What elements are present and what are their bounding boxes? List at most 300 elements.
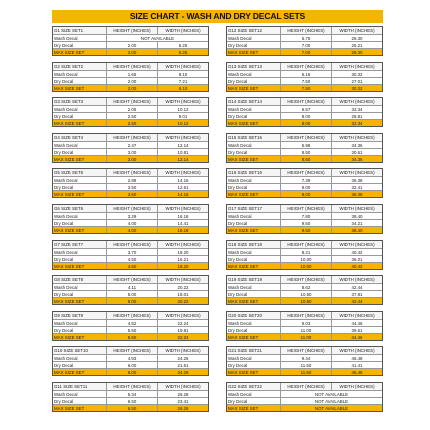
width-value: 42.44 <box>351 299 363 305</box>
height-value: 9.44 <box>281 355 332 361</box>
width-value: 30.32 <box>351 71 363 77</box>
height-value: 10.50 <box>281 298 332 304</box>
width-header: WIDTH (INCHES) <box>339 170 375 176</box>
height-value: 3.50 <box>107 191 158 197</box>
dry-decal-row <box>53 183 208 190</box>
dry-decal-row <box>53 290 208 297</box>
height-value: 9.50 <box>281 220 332 226</box>
wash-decal-row <box>227 319 382 326</box>
table-header-row <box>227 241 382 248</box>
width-value: 32.34 <box>351 107 363 113</box>
wash-decal-row <box>53 141 208 148</box>
dry-decal-row <box>227 361 382 368</box>
width-header: WIDTH (INCHES) <box>165 384 201 389</box>
height-value: 3.00 <box>107 149 158 155</box>
table-header-row <box>227 169 382 176</box>
width-value: 36.38 <box>351 192 363 198</box>
max-size-row <box>53 368 208 375</box>
height-value: 4.00 <box>107 227 158 233</box>
height-header: HEIGHT (INCHES) <box>281 241 332 248</box>
dry-decal-row <box>227 255 382 262</box>
not-available-value: NOT AVAILABLE <box>314 406 349 411</box>
row-label: Wash Decal <box>53 320 107 326</box>
width-value: 30.32 <box>351 85 363 91</box>
max-size-row <box>227 84 382 91</box>
size-set-name: G4 SIZE SET4 <box>53 134 107 141</box>
width-value: 36.01 <box>351 256 363 262</box>
size-set-table <box>52 204 209 234</box>
height-header: HEIGHT (INCHES) <box>107 383 158 390</box>
row-label: Wash Decal <box>53 177 107 183</box>
size-set-table <box>226 168 383 198</box>
width-value: 18.20 <box>177 249 189 255</box>
wash-decal-row <box>227 248 382 255</box>
size-set-name: G17 SIZE SET17 <box>227 205 281 212</box>
row-label: Wash Decal <box>53 249 107 255</box>
height-header: HEIGHT (INCHES) <box>107 169 158 176</box>
row-label: MAX SIZE SET <box>53 85 107 91</box>
table-header-row <box>227 27 382 34</box>
height-header: HEIGHT (INCHES) <box>281 169 332 176</box>
height-value: 7.00 <box>281 42 332 48</box>
size-set-table <box>226 275 383 305</box>
height-value: 10.50 <box>281 291 332 297</box>
table-header-row <box>227 205 382 212</box>
dry-decal-row <box>53 41 208 48</box>
size-set-name: G19 SIZE SET19 <box>227 276 281 283</box>
width-value: 10.81 <box>177 149 189 155</box>
width-value: 8.10 <box>178 85 188 91</box>
table-header-row <box>227 63 382 70</box>
max-size-row <box>53 155 208 162</box>
width-value: 24.26 <box>177 370 189 376</box>
height-value: 2.50 <box>107 113 158 119</box>
wash-decal-row <box>53 105 208 112</box>
height-header: HEIGHT (INCHES) <box>107 27 158 34</box>
width-header: WIDTH (INCHES) <box>339 277 375 283</box>
width-value: 25.21 <box>351 43 363 48</box>
width-value: 46.48 <box>351 356 363 362</box>
row-label: Dry Decal <box>53 398 107 404</box>
wash-decal-row <box>53 283 208 290</box>
height-value: 2.88 <box>107 177 158 183</box>
height-header: HEIGHT (INCHES) <box>107 276 158 283</box>
max-size-row <box>227 297 382 304</box>
height-value: 10.00 <box>281 256 332 262</box>
table-header-row <box>53 276 208 283</box>
height-value: 8.00 <box>281 113 332 119</box>
size-set-name: G2 SIZE SET2 <box>53 63 107 70</box>
height-value: 3.50 <box>107 184 158 190</box>
size-set-name: G15 SIZE SET15 <box>227 134 281 141</box>
width-value: 28.81 <box>351 114 363 120</box>
not-available-value: NOT AVAILABLE <box>314 399 349 404</box>
size-set-name: G11 SIZE SET11 <box>53 383 107 390</box>
width-header: WIDTH (INCHES) <box>339 99 375 105</box>
width-value: 40.42 <box>351 263 363 269</box>
dry-decal-row <box>53 255 208 262</box>
width-header: WIDTH (INCHES) <box>165 241 201 247</box>
row-label: Dry Decal <box>53 78 107 84</box>
row-label: Wash Decal <box>227 320 281 326</box>
wash-decal-row <box>53 248 208 255</box>
size-set-name: G7 SIZE SET7 <box>53 241 107 248</box>
row-label: MAX SIZE SET <box>227 369 281 375</box>
width-value: 34.36 <box>351 156 363 162</box>
width-value: 42.44 <box>351 285 363 291</box>
dry-decal-row <box>53 77 208 84</box>
height-value: 10.00 <box>281 263 332 269</box>
height-header: HEIGHT (INCHES) <box>107 98 158 105</box>
height-header: HEIGHT (INCHES) <box>107 205 158 212</box>
table-header-row <box>227 134 382 141</box>
height-value: 4.50 <box>107 256 158 262</box>
height-value: 4.00 <box>107 220 158 226</box>
row-label: Dry Decal <box>227 220 281 226</box>
width-value: 34.21 <box>351 221 363 226</box>
width-header: WIDTH (INCHES) <box>339 312 375 318</box>
max-size-row <box>53 226 208 233</box>
height-value: 7.50 <box>281 85 332 91</box>
size-set-table <box>226 62 383 92</box>
wash-decal-row <box>227 141 382 148</box>
width-value: 22.24 <box>177 320 189 326</box>
width-value: 36.38 <box>351 178 363 184</box>
table-header-row <box>227 312 382 319</box>
table-header-row <box>53 27 208 34</box>
wash-decal-row <box>53 176 208 183</box>
row-label: MAX SIZE SET <box>53 369 107 375</box>
height-header: HEIGHT (INCHES) <box>107 134 158 141</box>
max-size-row <box>227 155 382 162</box>
height-header: HEIGHT (INCHES) <box>107 241 158 248</box>
row-label: Wash Decal <box>53 35 107 41</box>
row-label: MAX SIZE SET <box>227 405 281 411</box>
size-set-table <box>52 311 209 341</box>
width-value: 16.18 <box>177 214 189 219</box>
width-value: 46.48 <box>351 370 363 376</box>
size-set-table <box>52 133 209 163</box>
width-value: 39.61 <box>351 327 363 333</box>
height-value: 4.50 <box>107 263 158 269</box>
max-size-row <box>227 333 382 340</box>
not-available-value: NOT AVAILABLE <box>140 36 175 41</box>
row-label: MAX SIZE SET <box>227 298 281 304</box>
max-size-row <box>53 262 208 269</box>
height-value: 2.00 <box>107 42 158 48</box>
size-set-table <box>52 275 209 305</box>
height-value: 3.29 <box>107 213 158 219</box>
size-set-table <box>226 204 383 234</box>
height-value: 2.00 <box>107 49 158 55</box>
width-header: WIDTH (INCHES) <box>339 384 375 389</box>
height-header: HEIGHT (INCHES) <box>281 27 332 34</box>
wash-decal-row <box>227 354 382 361</box>
height-value: 5.00 <box>107 291 158 297</box>
max-size-row <box>53 333 208 340</box>
height-header: HEIGHT (INCHES) <box>281 276 332 283</box>
row-label: Dry Decal <box>53 42 107 48</box>
row-label: MAX SIZE SET <box>227 191 281 197</box>
row-label: Dry Decal <box>227 113 281 119</box>
size-set-table <box>226 97 383 127</box>
wash-decal-row <box>53 354 208 361</box>
width-value: 34.36 <box>351 142 363 148</box>
height-header: HEIGHT (INCHES) <box>107 347 158 354</box>
width-value: 18.01 <box>177 292 189 298</box>
height-value: 7.80 <box>281 213 332 219</box>
height-header: HEIGHT (INCHES) <box>281 347 332 354</box>
size-set-name: G14 SIZE SET14 <box>227 98 281 105</box>
width-value: 32.41 <box>351 185 363 191</box>
size-set-table <box>52 97 209 127</box>
size-set-table <box>52 382 209 412</box>
size-set-name: G5 SIZE SET5 <box>53 169 107 176</box>
height-value: 6.00 <box>107 369 158 375</box>
height-value: 9.03 <box>281 320 332 326</box>
table-header-row <box>227 276 382 283</box>
width-value: 12.14 <box>177 142 189 148</box>
max-size-row <box>53 84 208 91</box>
table-header-row <box>53 241 208 248</box>
height-header: HEIGHT (INCHES) <box>281 98 332 105</box>
width-value: 5.25 <box>178 43 188 48</box>
size-set-table <box>52 168 209 198</box>
row-label: Wash Decal <box>227 71 281 77</box>
row-label: Wash Decal <box>227 355 281 361</box>
row-label: Dry Decal <box>227 256 281 262</box>
max-size-row <box>227 119 382 126</box>
height-value: 5.00 <box>107 298 158 304</box>
height-value: 7.00 <box>281 49 332 55</box>
height-value: 6.57 <box>281 106 332 112</box>
row-label: MAX SIZE SET <box>53 49 107 55</box>
table-header-row <box>53 98 208 105</box>
height-value: 2.00 <box>107 85 158 91</box>
size-set-name: G18 SIZE SET18 <box>227 241 281 248</box>
max-size-row <box>53 119 208 126</box>
width-header: WIDTH (INCHES) <box>165 170 201 176</box>
width-value: 8.10 <box>178 71 188 77</box>
height-header: HEIGHT (INCHES) <box>281 312 332 319</box>
row-label: MAX SIZE SET <box>53 405 107 411</box>
wash-decal-row <box>227 34 382 41</box>
size-set-name: G22 SIZE SET22 <box>227 383 281 390</box>
row-label: Wash Decal <box>53 355 107 361</box>
height-value: 8.21 <box>281 249 332 255</box>
width-value: 26.28 <box>177 392 189 397</box>
size-set-table <box>226 311 383 341</box>
row-label: Dry Decal <box>53 113 107 119</box>
dry-decal-row <box>53 148 208 155</box>
max-size-row <box>53 404 208 411</box>
dry-decal-row <box>53 397 208 404</box>
row-label: Wash Decal <box>53 106 107 112</box>
table-header-row <box>53 205 208 212</box>
table-header-row <box>53 134 208 141</box>
row-label: Dry Decal <box>227 291 281 297</box>
height-header: HEIGHT (INCHES) <box>281 205 332 212</box>
size-set-name: G20 SIZE SET20 <box>227 312 281 319</box>
dry-decal-row <box>227 183 382 190</box>
width-header: WIDTH (INCHES) <box>165 134 201 140</box>
height-value: 1.65 <box>107 71 158 77</box>
height-value: 2.47 <box>107 142 158 148</box>
size-set-table <box>226 26 383 56</box>
max-size-row <box>53 48 208 55</box>
wash-decal-row <box>53 319 208 326</box>
width-header: WIDTH (INCHES) <box>165 28 201 33</box>
row-label: Dry Decal <box>53 291 107 297</box>
max-size-row <box>53 297 208 304</box>
height-value: 7.39 <box>281 177 332 183</box>
row-label: Dry Decal <box>227 78 281 84</box>
width-header: WIDTH (INCHES) <box>339 241 375 247</box>
row-label: Dry Decal <box>53 327 107 333</box>
dry-decal-row <box>53 361 208 368</box>
row-label: Wash Decal <box>53 391 107 397</box>
size-set-name: G6 SIZE SET6 <box>53 205 107 212</box>
width-value: 28.30 <box>351 36 363 41</box>
row-label: Dry Decal <box>227 42 281 48</box>
max-size-row <box>227 368 382 375</box>
height-value: 2.00 <box>107 78 158 84</box>
not-available-value: NOT AVAILABLE <box>314 392 349 397</box>
width-value: 21.61 <box>177 363 189 369</box>
row-label: Wash Decal <box>227 249 281 255</box>
dry-decal-row <box>53 326 208 333</box>
height-header: HEIGHT (INCHES) <box>281 383 332 390</box>
width-value: 14.16 <box>177 178 189 184</box>
width-value: 37.81 <box>351 292 363 298</box>
height-value: 8.50 <box>281 149 332 155</box>
width-value: 7.21 <box>178 78 188 84</box>
table-header-row <box>53 347 208 354</box>
row-label: MAX SIZE SET <box>227 156 281 162</box>
size-set-name: G13 SIZE SET13 <box>227 63 281 70</box>
row-label: MAX SIZE SET <box>53 120 107 126</box>
chart-title: SIZE CHART - WASH AND DRY DECAL SETS <box>52 10 383 23</box>
height-value: 11.50 <box>281 362 332 368</box>
row-label: MAX SIZE SET <box>227 334 281 340</box>
width-header: WIDTH (INCHES) <box>339 348 375 354</box>
row-label: Dry Decal <box>53 362 107 368</box>
row-label: Wash Decal <box>227 142 281 148</box>
width-value: 28.30 <box>351 50 363 55</box>
width-value: 16.21 <box>177 256 189 262</box>
size-set-table <box>226 133 383 163</box>
wash-decal-row <box>227 176 382 183</box>
row-label: Dry Decal <box>53 220 107 226</box>
height-value: 7.50 <box>281 78 332 84</box>
table-header-row <box>227 347 382 354</box>
row-label: Dry Decal <box>227 327 281 333</box>
width-value: 5.25 <box>178 50 188 55</box>
row-label: MAX SIZE SET <box>53 227 107 233</box>
row-label: MAX SIZE SET <box>53 334 107 340</box>
row-label: Dry Decal <box>53 184 107 190</box>
max-size-row <box>227 226 382 233</box>
size-set-name: G9 SIZE SET9 <box>53 312 107 319</box>
height-value: 11.00 <box>281 334 332 340</box>
width-value: 41.41 <box>351 363 363 369</box>
width-value: 27.01 <box>351 78 363 84</box>
height-value: 8.00 <box>281 120 332 126</box>
max-size-row <box>227 262 382 269</box>
row-label: Wash Decal <box>227 391 281 397</box>
row-label: Dry Decal <box>227 398 281 404</box>
width-value: 38.40 <box>351 214 363 219</box>
row-label: Dry Decal <box>227 362 281 368</box>
row-label: MAX SIZE SET <box>53 263 107 269</box>
height-value: 9.50 <box>281 227 332 233</box>
row-label: Wash Decal <box>227 177 281 183</box>
row-label: Wash Decal <box>227 106 281 112</box>
dry-decal-row <box>227 148 382 155</box>
height-value: 6.16 <box>281 71 332 77</box>
row-label: MAX SIZE SET <box>227 263 281 269</box>
width-value: 22.24 <box>177 334 189 340</box>
dry-decal-row <box>227 290 382 297</box>
row-label: Dry Decal <box>53 256 107 262</box>
width-header: WIDTH (INCHES) <box>339 28 375 33</box>
width-value: 12.61 <box>177 185 189 191</box>
height-value: 9.00 <box>281 191 332 197</box>
width-header: WIDTH (INCHES) <box>339 134 375 140</box>
width-value: 10.12 <box>177 121 189 127</box>
height-value: 5.34 <box>107 391 158 397</box>
max-size-row <box>53 190 208 197</box>
size-set-table <box>52 62 209 92</box>
width-header: WIDTH (INCHES) <box>165 277 201 283</box>
width-header: WIDTH (INCHES) <box>339 63 375 69</box>
wash-decal-row <box>53 70 208 77</box>
width-header: WIDTH (INCHES) <box>339 206 375 211</box>
width-value: 26.28 <box>177 406 189 411</box>
height-value: 4.52 <box>107 320 158 326</box>
height-value: 5.50 <box>107 327 158 333</box>
width-header: WIDTH (INCHES) <box>165 99 201 105</box>
height-value: 8.62 <box>281 284 332 290</box>
row-label: Dry Decal <box>227 149 281 155</box>
table-header-row <box>227 383 382 390</box>
height-value: 9.00 <box>281 184 332 190</box>
wash-decal-row <box>53 34 208 41</box>
size-set-name: G21 SIZE SET21 <box>227 347 281 354</box>
dry-decal-row <box>227 112 382 119</box>
width-value: 30.61 <box>351 149 363 155</box>
height-value: 5.50 <box>107 334 158 340</box>
wash-decal-row <box>227 70 382 77</box>
table-header-row <box>53 63 208 70</box>
row-label: MAX SIZE SET <box>227 227 281 233</box>
width-value: 32.34 <box>351 121 363 127</box>
height-value: 6.98 <box>281 142 332 148</box>
width-header: WIDTH (INCHES) <box>165 312 201 318</box>
row-label: MAX SIZE SET <box>227 49 281 55</box>
dry-decal-row <box>227 219 382 226</box>
width-value: 20.22 <box>177 285 189 291</box>
row-label: Dry Decal <box>53 149 107 155</box>
width-value: 16.18 <box>177 228 189 233</box>
size-set-name: G8 SIZE SET8 <box>53 276 107 283</box>
wash-decal-row <box>227 283 382 290</box>
wash-decal-row <box>227 390 382 397</box>
size-set-table <box>226 382 383 412</box>
width-value: 23.41 <box>177 399 189 404</box>
size-set-table <box>52 240 209 270</box>
height-value: 8.50 <box>281 156 332 162</box>
